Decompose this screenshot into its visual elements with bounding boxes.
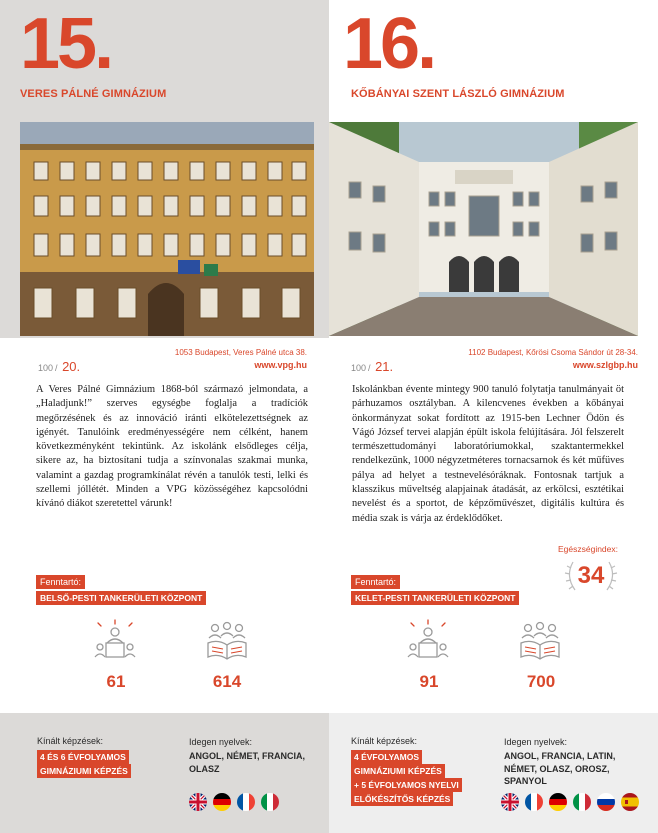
germany-flag-icon — [213, 793, 231, 811]
school-description: Iskolánkban évente mintegy 900 tanuló folytatja tanulmányait öt párhuzamos osztályban. A kilencvenes években a kőbányai önkormányzat sokat fordított az 1915-ben Lechner Ödön és Vágó József tervei alapján épült iskola felújítására. Jól felszerelt természettudományi laboratóriumokkal, szaktantermekkel rendelkezünk, 1000 négyzetméteres tornacsarnok és két műfüves pálya ad helyet a testnevelésóráknak. Fontosnak tartjuk a klasszikus műveltség alapjainak átadását, az erkölcsi, esztétikai nevelést és a sportot, de képzőművészet, digitális kultúra és média szak is várja az érdeklődőket. — [352, 384, 624, 524]
school-address: 1102 Budapest, Kőrösi Csoma Sándor út 28-34. — [468, 348, 638, 357]
school-description: A Veres Pálné Gimnázium 1868-ból származó jelmondata, a „Haladjunk!” szerves egységbe foglalja a tradíciók megőrzésének és az innováció iránti elkötelezettségnek az igényét. Tanulóink eredményességére nem célként, hanem következményként tekintünk. Az iskolánk elsődleges célja, sikere az, ha biztosítani tudja a színvonalas szakmai munka, valamint a gazdag programkínálat révén a tanulók testi, lelki és szellemi jóllétét. Minden a VPG közösségéhez kapcsolódni kívánó diákot szeretettel várunk! — [36, 384, 308, 510]
school-address: 1053 Budapest, Veres Pálné utca 38. — [174, 348, 307, 357]
health-index-label: Egészségindex: — [557, 544, 618, 554]
offers-label: Kínált képzések: — [37, 736, 104, 746]
students-icon — [517, 617, 563, 663]
teacher-count: 61 — [106, 672, 126, 691]
school-website-link[interactable]: www.szlgbp.hu — [572, 360, 638, 370]
school-rank-number: 16. — [343, 4, 435, 84]
page-index: 100 / 21. — [351, 359, 394, 374]
france-flag-icon — [525, 793, 543, 811]
uk-flag-icon — [501, 793, 519, 811]
students-icon — [204, 617, 250, 663]
languages-value: ANGOL, FRANCIA, LATIN, NÉMET, OLASZ, OROSZ, SPANYOL — [504, 751, 616, 786]
maintainer-label: Fenntartó: — [36, 575, 85, 589]
student-count: 614 — [212, 672, 242, 691]
languages-label: Idegen nyelvek: — [189, 737, 253, 747]
school-building-photo — [20, 122, 314, 336]
language-flags — [189, 793, 279, 811]
offer-item: GIMNÁZIUMI KÉPZÉS — [351, 764, 445, 778]
italy-flag-icon — [573, 793, 591, 811]
russia-flag-icon — [597, 793, 615, 811]
germany-flag-icon — [549, 793, 567, 811]
france-flag-icon — [237, 793, 255, 811]
languages-label: Idegen nyelvek: — [504, 737, 568, 747]
offer-item: GIMNÁZIUMI KÉPZÉS — [37, 764, 131, 778]
index-prefix: 100 — [38, 363, 54, 373]
italy-flag-icon — [261, 793, 279, 811]
index-number: 21. — [375, 359, 394, 374]
uk-flag-icon — [189, 793, 207, 811]
teacher-count: 91 — [419, 672, 439, 691]
index-prefix: 100 — [351, 363, 367, 373]
spain-flag-icon — [621, 793, 639, 811]
index-number: 20. — [62, 359, 81, 374]
languages-value: ANGOL, NÉMET, FRANCIA, OLASZ — [189, 751, 305, 774]
school-contact — [175, 348, 307, 370]
health-index-value: 34 — [577, 562, 605, 589]
offers-label: Kínált képzések: — [351, 736, 418, 746]
maintainer-label: Fenntartó: — [351, 575, 400, 589]
teacher-icon — [405, 617, 451, 663]
offer-item: + 5 ÉVFOLYAMOS NYELVI — [351, 778, 462, 792]
school-name: KŐBÁNYAI SZENT LÁSZLÓ GIMNÁZIUM — [351, 88, 565, 100]
student-count: 700 — [526, 672, 556, 691]
school-contact — [468, 348, 638, 370]
school-website-link[interactable]: www.vpg.hu — [254, 360, 307, 370]
maintainer-value: BELSŐ-PESTI TANKERÜLETI KÖZPONT — [36, 591, 206, 605]
offer-item: 4 ÉS 6 ÉVFOLYAMOS — [37, 750, 129, 764]
school-name: VERES PÁLNÉ GIMNÁZIUM — [20, 88, 167, 100]
offer-item: 4 ÉVFOLYAMOS — [351, 750, 422, 764]
maintainer-value: KELET-PESTI TANKERÜLETI KÖZPONT — [351, 591, 519, 605]
school-rank-number: 15. — [20, 4, 112, 84]
teacher-icon — [92, 617, 138, 663]
offer-item: ELŐKÉSZÍTŐS KÉPZÉS — [351, 792, 453, 806]
language-flags — [501, 793, 639, 811]
page-index: 100 / 20. — [38, 359, 81, 374]
school-card-right — [329, 0, 658, 833]
school-building-photo — [329, 122, 638, 336]
